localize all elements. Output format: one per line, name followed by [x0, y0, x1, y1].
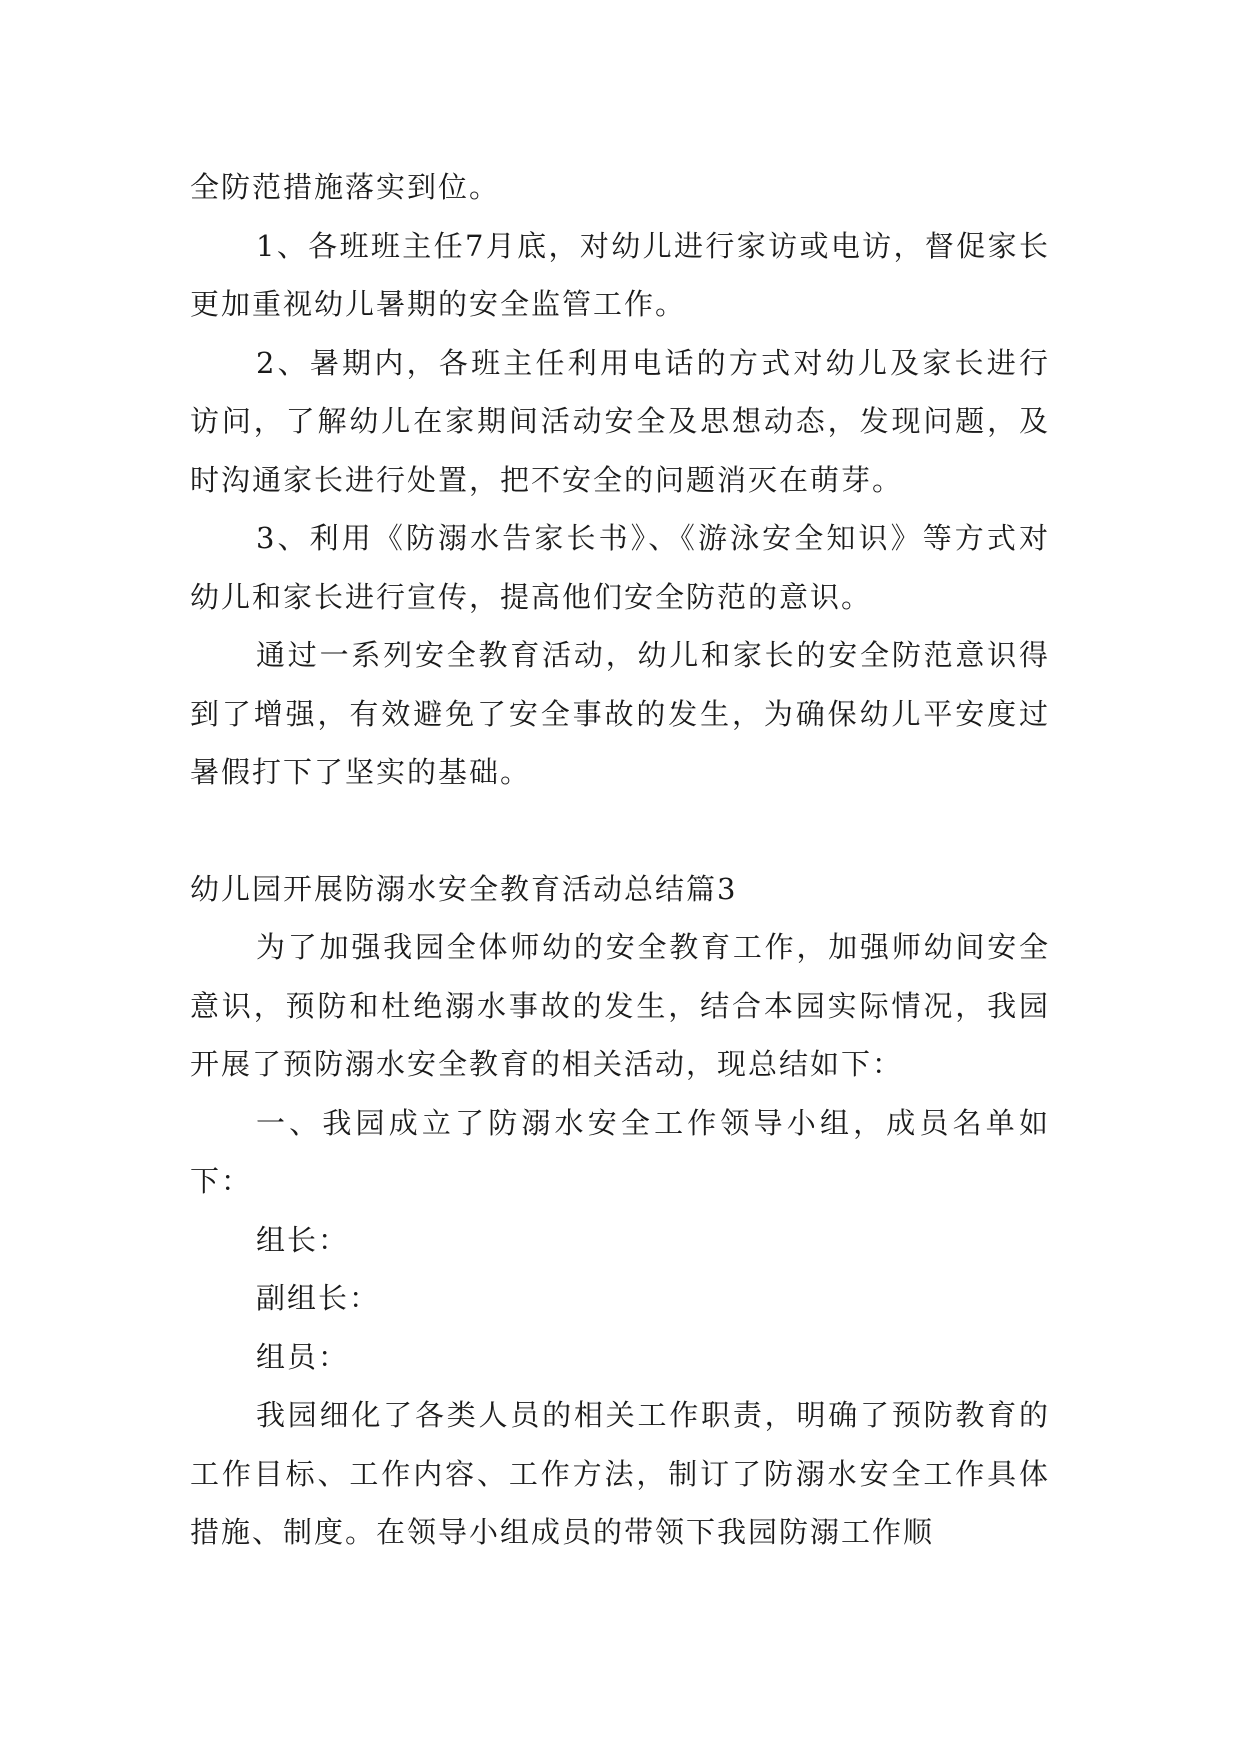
paragraph: 一、我园成立了防溺水安全工作领导小组，成员名单如下： [190, 1105, 1050, 1198]
paragraph: 全防范措施落实到位。 [190, 170, 501, 204]
document-body [190, 158, 1050, 1562]
paragraph: 通过一系列安全教育活动，幼儿和家长的安全防范意识得到了增强，有效避免了安全事故的发生，为确保幼儿平安度过暑假打下了坚实的基础。 [190, 638, 1050, 789]
paragraph: 我园细化了各类人员的相关工作职责，明确了预防教育的工作目标、工作内容、工作方法，制订了防溺水安全工作具体措施、制度。在领导小组成员的带领下我园防溺工作顺 [190, 1398, 1050, 1549]
paragraph: 1、各班班主任7月底，对幼儿进行家访或电访，督促家长更加重视幼儿暑期的安全监管工作。 [190, 228, 1050, 321]
role-line-member: 组员： [256, 1339, 350, 1374]
role-line-leader: 组长： [256, 1222, 350, 1257]
paragraph: 为了加强我园全体师幼的安全教育工作，加强师幼间安全意识，预防和杜绝溺水事故的发生，结合本园实际情况，我园开展了预防溺水安全教育的相关活动，现总结如下： [190, 930, 1050, 1081]
role-line-deputy-leader: 副组长： [256, 1281, 381, 1315]
paragraph: 2、暑期内，各班主任利用电话的方式对幼儿及家长进行访问，了解幼儿在家期间活动安全及思想动态，发现问题，及时沟通家长进行处置，把不安全的问题消灭在萌芽。 [190, 345, 1050, 497]
section-heading: 幼儿园开展防溺水安全教育活动总结篇3 [190, 871, 738, 906]
paragraph: 3、利用《防溺水告家长书》、《游泳安全知识》等方式对幼儿和家长进行宣传，提高他们安全防范的意识。 [190, 521, 1050, 614]
